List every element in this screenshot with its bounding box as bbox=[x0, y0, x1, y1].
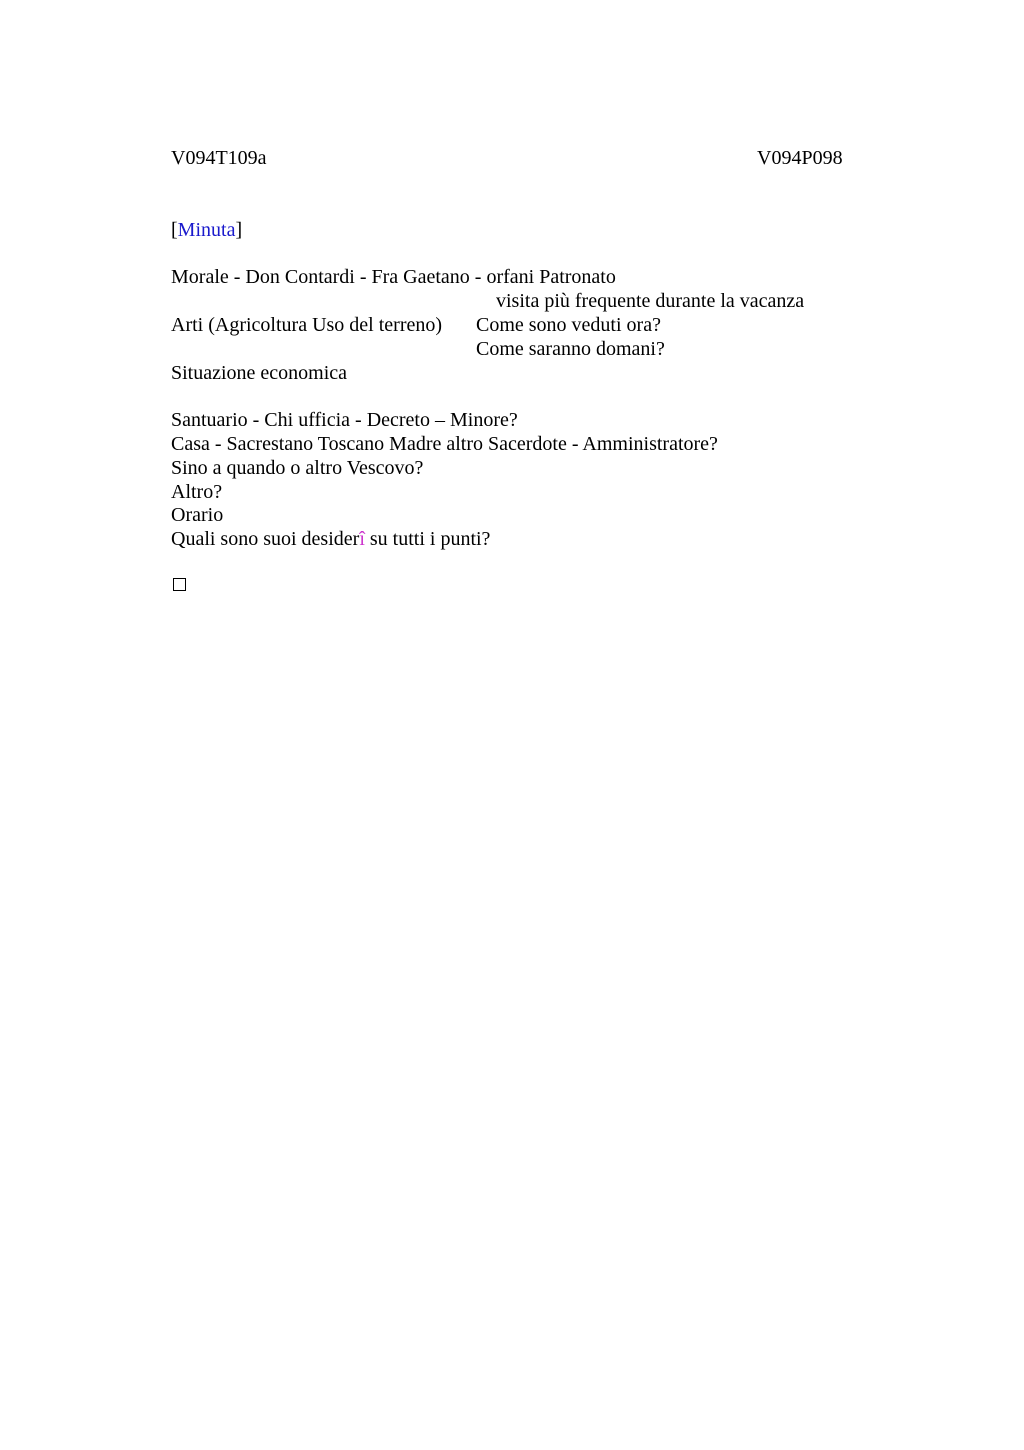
quali-text-end: su tutti i punti? bbox=[364, 528, 491, 550]
close-bracket: ] bbox=[235, 219, 243, 241]
note-altro: Altro? bbox=[171, 481, 223, 503]
note-sino: Sino a quando o altro Vescovo? bbox=[171, 457, 424, 479]
open-bracket: [ bbox=[171, 219, 178, 241]
document-code-left: V094T109a bbox=[171, 147, 267, 169]
note-visita: visita più frequente durante la vacanza bbox=[496, 290, 805, 312]
note-santuario: Santuario - Chi ufficia - Decreto – Minore? bbox=[171, 409, 518, 431]
minuta-heading bbox=[171, 218, 242, 242]
note-quali bbox=[171, 527, 490, 551]
document-code-right: V094P098 bbox=[757, 147, 843, 169]
note-come-ora: Come sono veduti ora? bbox=[476, 314, 661, 336]
minuta-label: Minuta bbox=[177, 219, 236, 241]
note-come-domani: Come saranno domani? bbox=[476, 338, 665, 360]
note-casa: Casa - Sacrestano Toscano Madre altro Sacerdote - Amministratore? bbox=[171, 433, 718, 455]
note-arti: Arti (Agricoltura Uso del terreno) bbox=[171, 314, 443, 336]
note-situazione: Situazione economica bbox=[171, 362, 348, 384]
end-square-icon bbox=[173, 578, 186, 591]
quali-accent-char: î bbox=[359, 528, 365, 550]
note-morale: Morale - Don Contardi - Fra Gaetano - orfani Patronato bbox=[171, 266, 616, 288]
quali-text-start: Quali sono suoi desider bbox=[171, 528, 360, 550]
note-orario: Orario bbox=[171, 504, 224, 526]
